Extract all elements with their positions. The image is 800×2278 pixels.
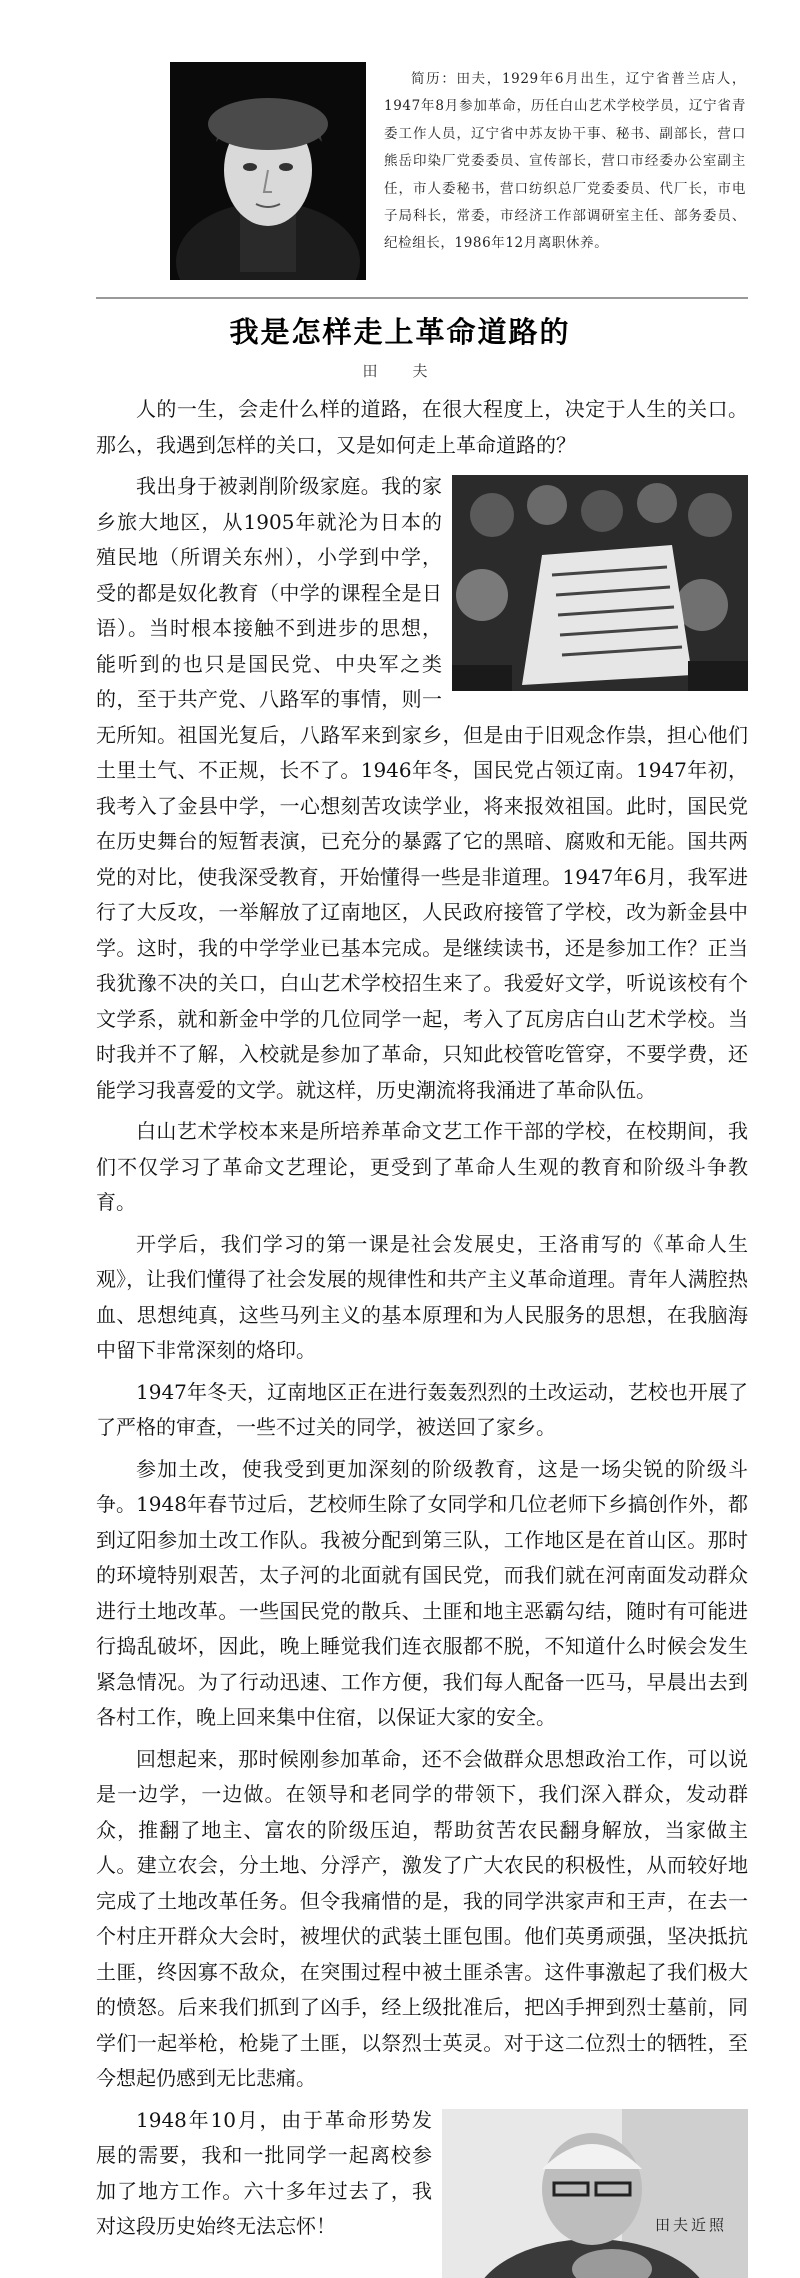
portrait-photo [170, 62, 366, 280]
article-title: 我是怎样走上革命道路的 [229, 315, 571, 349]
historical-crowd-photo [452, 475, 748, 691]
author-biography: 简历：田夫，1929年6月出生，辽宁省普兰店人，1947年8月参加革命，历任白山艺术学校学员，辽宁省青委工作人员，辽宁省中苏友协干事、秘书、副部长，营口熊岳印染厂党委委员、宣传部长，营口市经委办公室副主任，市人委秘书，营口纺织总厂党委委员、代厂长，市电子局科长，常委，市经济工作部调研室主任、部务委员、纪检组长，1986年12月离职休养。 [384, 71, 746, 252]
recent-photo-caption: 田夫近照 [654, 2216, 727, 2234]
paragraph-3: 白山艺术学校本来是所培养革命文艺工作干部的学校，在校期间，我们不仅学习了革命文艺理论，更受到了革命人生观的教育和阶级斗争教育。 [96, 1119, 748, 1214]
recent-photo [442, 2109, 748, 2278]
paragraph-8: 1948年10月，由于革命形势发展的需要，我和一批同学一起离校参加了地方工作。六十多年过去了，我对这段历史始终无法忘怀！ [96, 2107, 432, 2238]
paragraph-7: 回想起来，那时候刚参加革命，还不会做群众思想政治工作，可以说是一边学，一边做。在领导和老同学的带领下，我们深入群众，发动群众，推翻了地主、富农的阶级压迫，帮助贫苦农民翻身解放，当家做主人。建立农会，分土地、分浮产，激发了广大农民的积极性，从而较好地完成了土地改革任务。但令我痛惜的是，我的同学洪家声和王声，在去一个村庄开群众大会时，被埋伏的武装土匪包围。他们英勇顽强，坚决抵抗土匪，终因寡不敌众，在突围过程中被土匪杀害。这件事激起了我们极大的愤怒。后来我们抓到了凶手，经上级批准后，把凶手押到烈士墓前，同学们一起举枪，枪毙了土匪，以祭烈士英灵。对于这二位烈士的牺牲，至今想起仍感到无比悲痛。 [96, 1746, 748, 2090]
paragraph-5: 1947年冬天，辽南地区正在进行轰轰烈烈的土改运动，艺校也开展了了严格的审查，一些不过关的同学，被送回了家乡。 [96, 1379, 748, 1439]
section-divider [96, 297, 748, 299]
article-author: 田 夫 [362, 362, 438, 380]
paragraph-6: 参加土改，使我受到更加深刻的阶级教育，这是一场尖锐的阶级斗争。1948年春节过后，艺校师生除了女同学和几位老师下乡搞创作外，都到辽阳参加土改工作队。我被分配到第三队，工作地区是在首山区。那时的环境特别艰苦，太子河的北面就有国民党，而我们就在河南面发动群众进行土地改革。一些国民党的散兵、土匪和地主恶霸勾结，随时有可能进行捣乱破坏，因此，晚上睡觉我们连衣服都不脱，不知道什么时候会发生紧急情况。为了行动迅速、工作方便，我们每人配备一匹马，早晨出去到各村工作，晚上回来集中住宿，以保证大家的安全。 [96, 1456, 748, 1729]
article-body [96, 392, 748, 2278]
paragraph-2: 我出身于被剥削阶级家庭。我的家乡旅大地区，从1905年就沦为日本的殖民地（所谓关东州），小学到中学，受的都是奴化教育（中学的课程全是日语）。当时根本接触不到进步的思想，能听到的也只是国民党、中央军之类的，至于共产党、八路军的事情，则一无所知。祖国光复后，八路军来到家乡，但是由于旧观念作祟，担心他们土里土气、不正规，长不了。1946年冬，国民党占领辽南。1947年初，我考入了金县中学，一心想刻苦攻读学业，将来报效祖国。此时，国民党在历史舞台的短暂表演，已充分的暴露了它的黑暗、腐败和无能。国共两党的对比，使我深受教育，开始懂得一些是非道理。1947年6月，我军进行了大反攻，一举解放了辽南地区，人民政府接管了学校，改为新金县中学。这时，我的中学学业已基本完成。是继续读书，还是参加工作？正当我犹豫不决的关口，白山艺术学校招生来了。我爱好文学，听说该校有个文学系，就和新金中学的几位同学一起，考入了瓦房店白山艺术学校。当时我并不了解，入校就是参加了革命，只知此校管吃管穿，不要学费，还能学习我喜爱的文学。就这样，历史潮流将我涌进了革命队伍。 [96, 474, 748, 1102]
paragraph-1: 人的一生，会走什么样的道路，在很大程度上，决定于人生的关口。那么，我遇到怎样的关口，又是如何走上革命道路的？ [96, 397, 748, 457]
paragraph-4: 开学后，我们学习的第一课是社会发展史，王洛甫写的《革命人生观》，让我们懂得了社会发展的规律性和共产主义革命道理。青年人满腔热血、思想纯真，这些马列主义的基本原理和为人民服务的思想，在我脑海中留下非常深刻的烙印。 [96, 1231, 748, 1362]
